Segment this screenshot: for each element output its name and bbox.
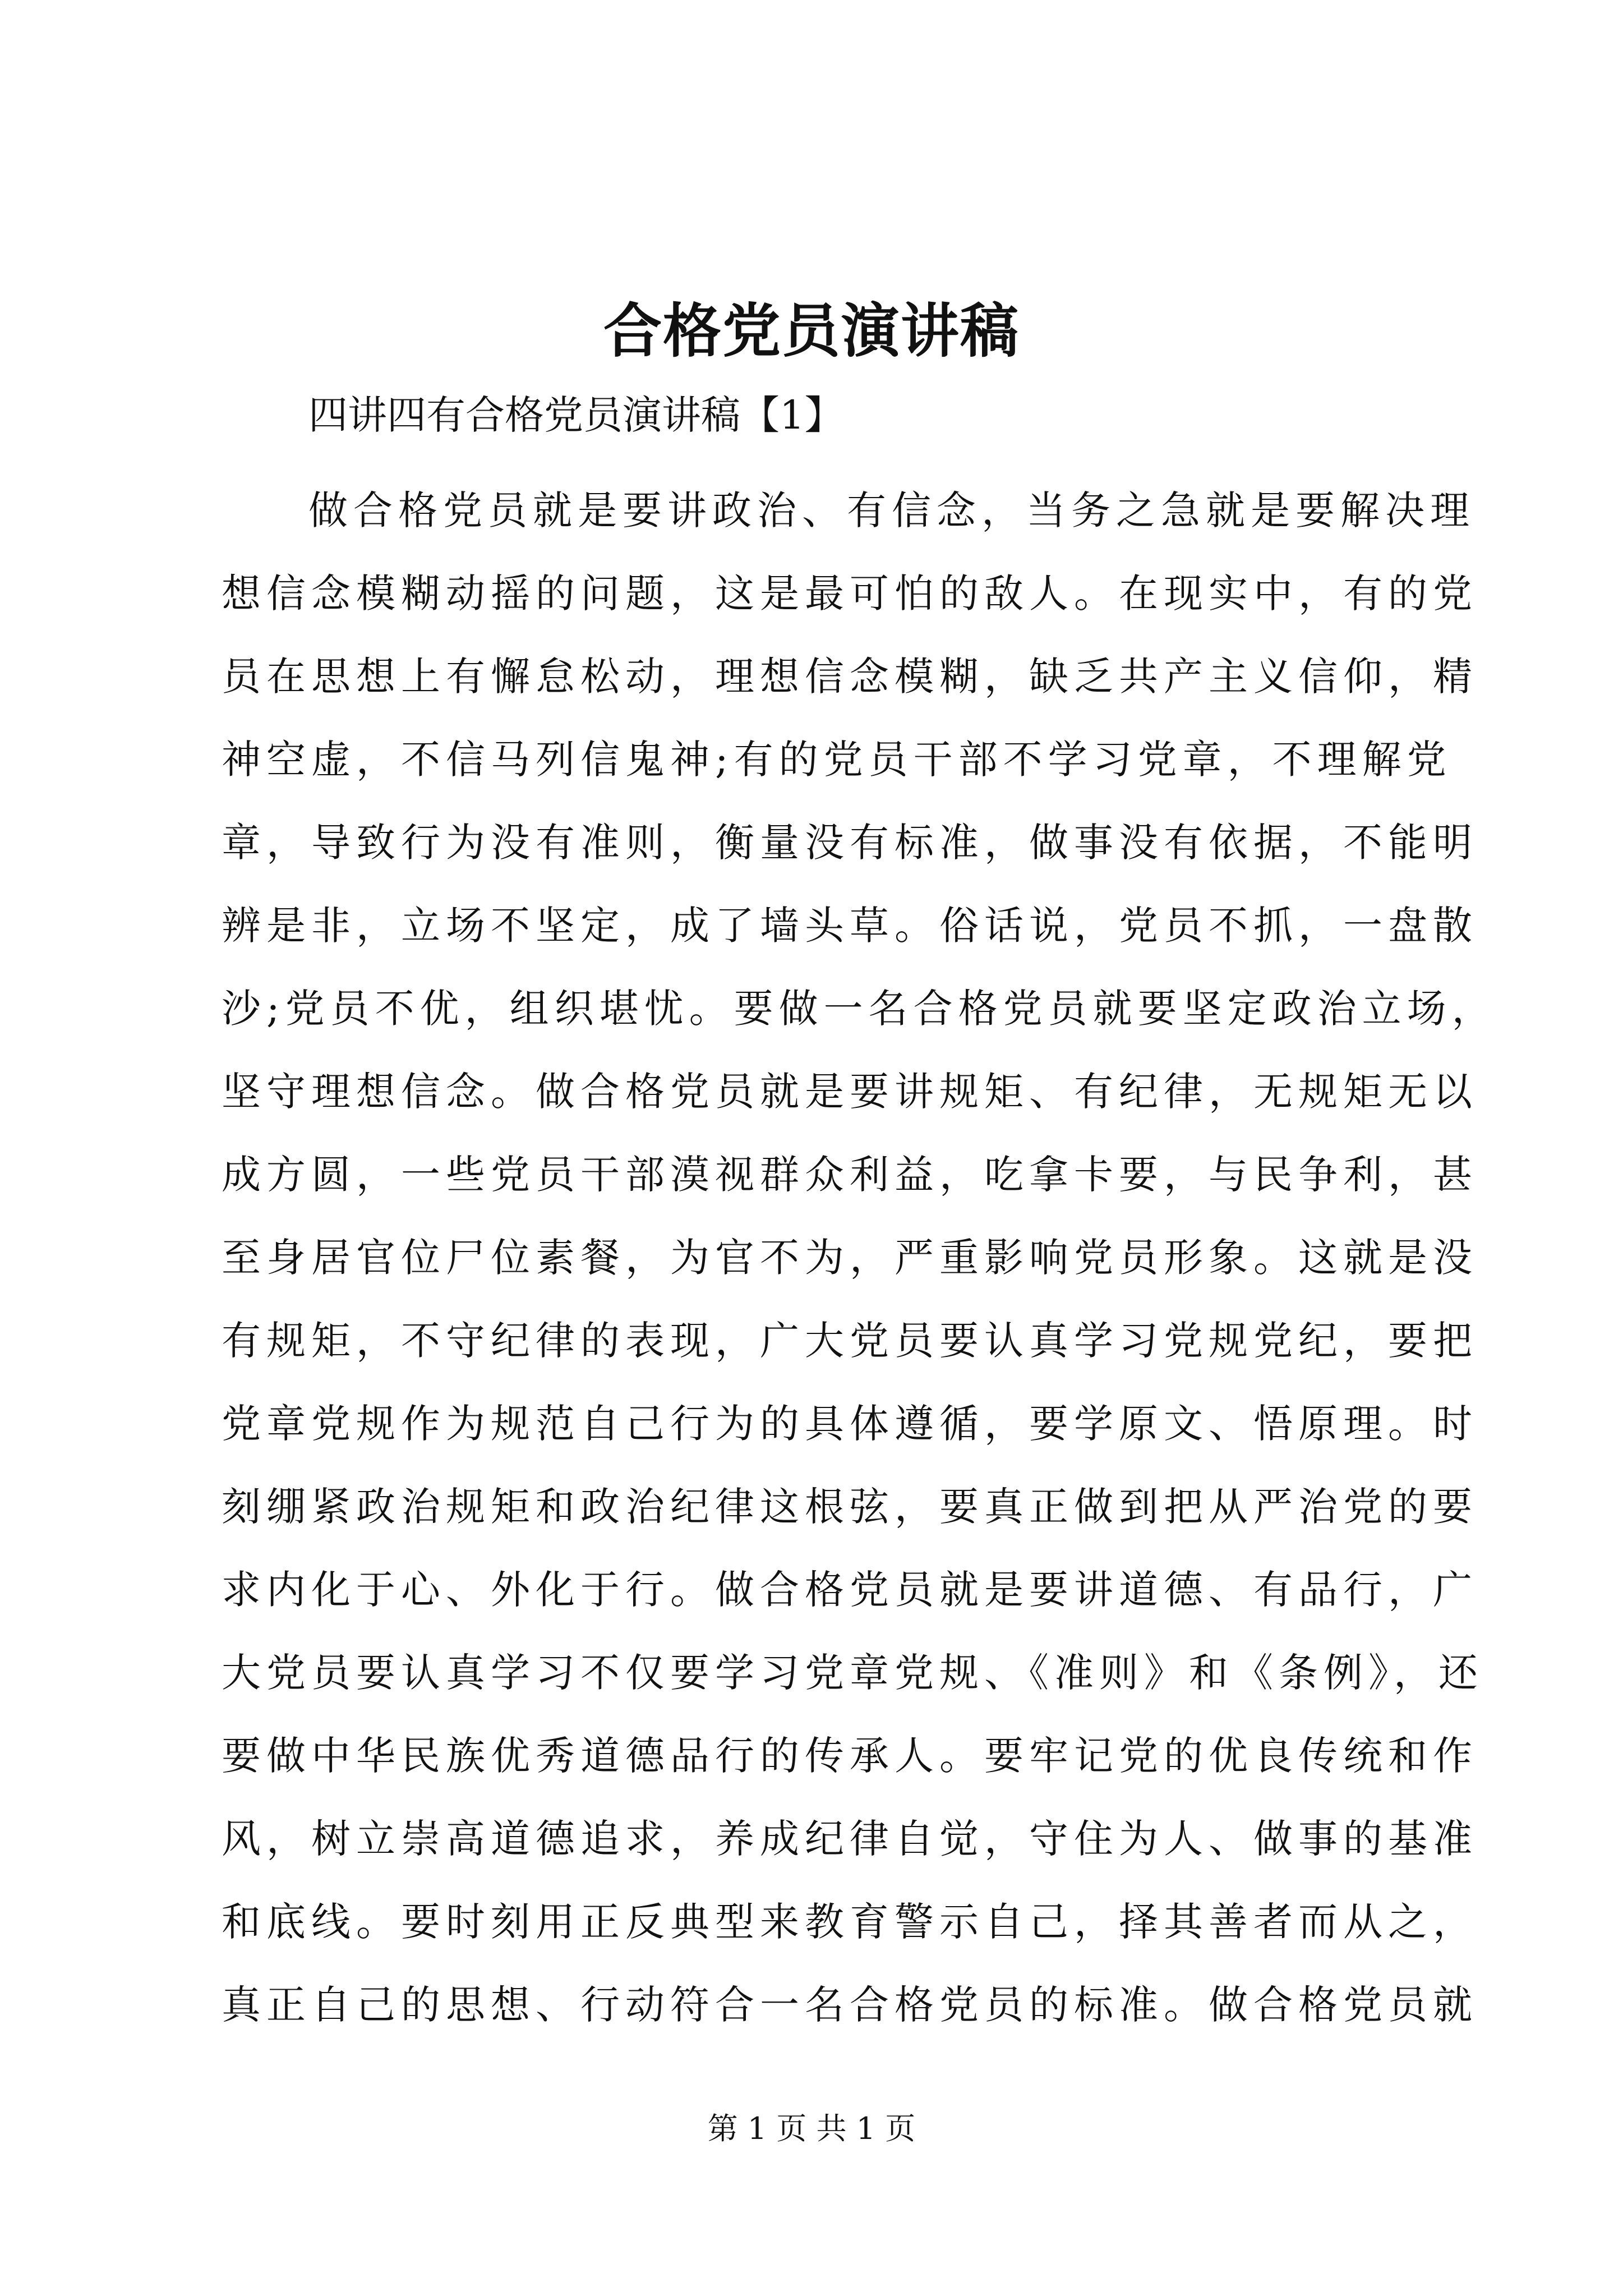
body-line-text: 至身居官位尸位素餐，为官不为，严重影响党员形象。这就是没	[222, 1235, 1478, 1281]
body-line-text: 成方圆，一些党员干部漠视群众利益，吃拿卡要，与民争利，甚	[222, 1152, 1478, 1198]
body-line	[0, 482, 1623, 565]
body-line-text: 求内化于心、外化于行。做合格党员就是要讲道德、有品行，广	[222, 1567, 1478, 1613]
body-line	[0, 565, 1623, 648]
body-line-text: 刻绷紧政治规矩和政治纪律这根弦，要真正做到把从严治党的要	[222, 1484, 1478, 1530]
body-line	[0, 1728, 1623, 1811]
body-line	[0, 1230, 1623, 1313]
body-line-text: 真正自己的思想、行动符合一名合格党员的标准。做合格党员就	[222, 1982, 1478, 2028]
body-line	[0, 815, 1623, 898]
body-line-text: 想信念模糊动摇的问题，这是最可怕的敌人。在现实中，有的党	[222, 570, 1478, 616]
body-line	[0, 1977, 1623, 2060]
page-footer: 第 1 页 共 1 页	[707, 2111, 916, 2146]
body-line	[0, 1064, 1623, 1147]
body-line-text: 要做中华民族优秀道德品行的传承人。要牢记党的优良传统和作	[222, 1733, 1478, 1779]
body-line	[0, 1894, 1623, 1977]
body-line-text: 风，树立崇高道德追求，养成纪律自觉，守住为人、做事的基准	[222, 1816, 1478, 1862]
body-line	[0, 1645, 1623, 1728]
body-line	[0, 1811, 1623, 1894]
body-line-text: 沙;党员不优，组织堪忧。要做一名合格党员就要坚定政治立场，	[222, 986, 1497, 1032]
body-line	[0, 1147, 1623, 1230]
body-line-text: 大党员要认真学习不仅要学习党章党规、《准则》和《条例》，还	[222, 1650, 1483, 1696]
body-line-text: 员在思想上有懈怠松动，理想信念模糊，缺乏共产主义信仰，精	[222, 654, 1478, 700]
body-line-text: 党章党规作为规范自己行为的具体遵循，要学原文、悟原理。时	[222, 1401, 1478, 1447]
body-line-text: 章，导致行为没有准则，衡量没有标准，做事没有依据，不能明	[222, 820, 1478, 866]
body-line-text: 做合格党员就是要讲政治、有信念，当务之急就是要解决理	[308, 487, 1475, 533]
body-text	[0, 482, 1623, 2060]
body-line	[0, 1562, 1623, 1645]
body-line	[0, 1396, 1623, 1479]
body-line	[0, 731, 1623, 815]
section-heading: 四讲四有合格党员演讲稿【1】	[308, 392, 844, 438]
body-line-text: 有规矩，不守纪律的表现，广大党员要认真学习党规党纪，要把	[222, 1318, 1478, 1364]
document-title: 合格党员演讲稿	[603, 296, 1020, 365]
body-line-text: 和底线。要时刻用正反典型来教育警示自己，择其善者而从之，	[222, 1899, 1478, 1945]
body-line	[0, 648, 1623, 731]
body-line	[0, 1479, 1623, 1562]
body-line-text: 神空虚，不信马列信鬼神;有的党员干部不学习党章，不理解党	[222, 737, 1452, 783]
body-line	[0, 898, 1623, 981]
body-line-text: 辨是非，立场不坚定，成了墙头草。俗话说，党员不抓，一盘散	[222, 903, 1478, 949]
body-line	[0, 981, 1623, 1064]
body-line	[0, 1313, 1623, 1396]
body-line-text: 坚守理想信念。做合格党员就是要讲规矩、有纪律，无规矩无以	[222, 1069, 1478, 1115]
